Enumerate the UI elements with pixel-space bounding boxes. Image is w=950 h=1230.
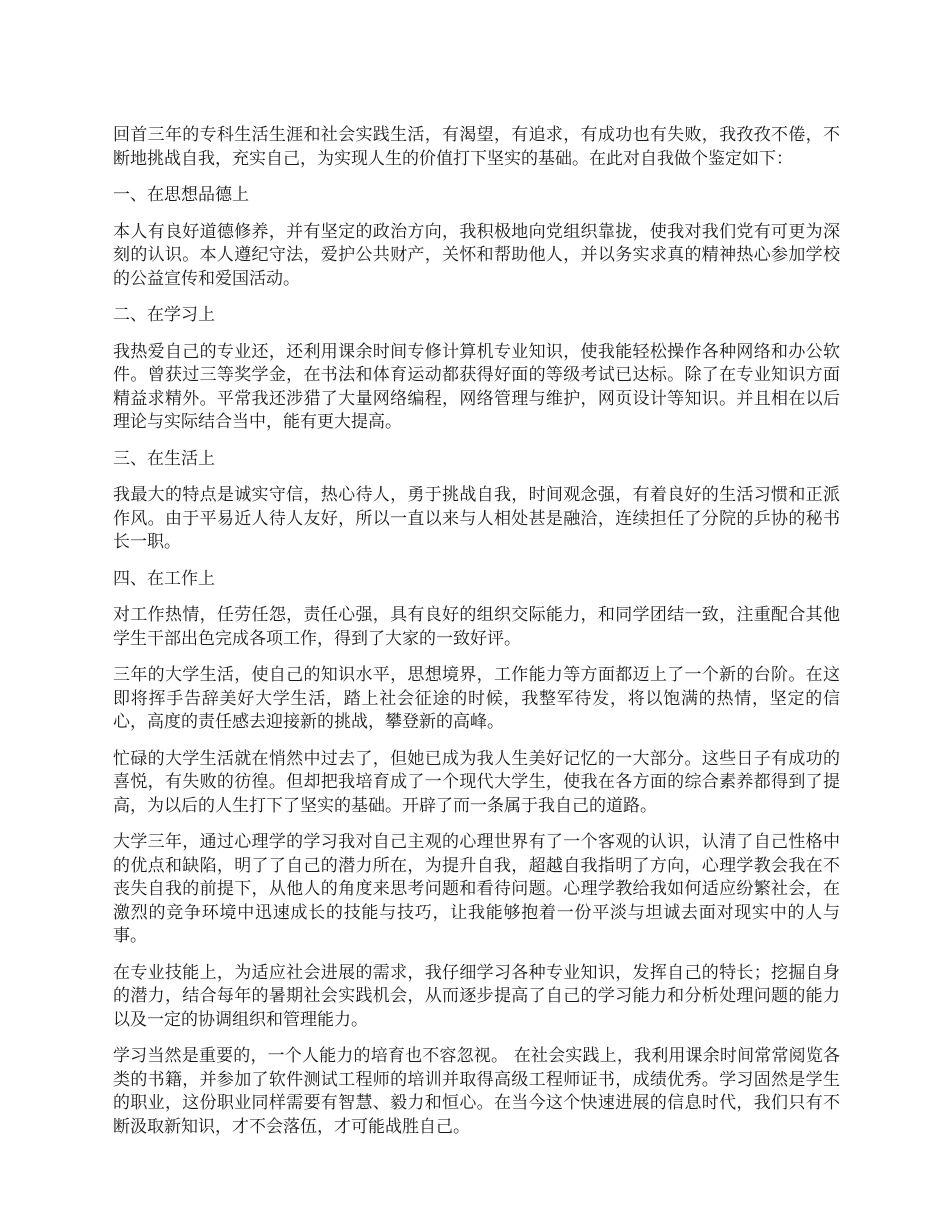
work-paragraph: 对工作热情，任劳任怨，责任心强，具有良好的组织交际能力，和同学团结一致，注重配合其他学生干部出色完成各项工作，得到了大家的一致好评。	[113, 605, 840, 649]
section-heading-moral: 一、在思想品德上	[113, 185, 249, 205]
body-paragraph: 在专业技能上，为适应社会进展的需求，我仔细学习各种专业知识，发挥自己的特长；挖掘自身的潜力，结合每年的暑期社会实践机会，从而逐步提高了自己的学习能力和分析处理问题的能力以及一定的协调组织和管理能力。	[113, 962, 840, 1030]
life-paragraph: 我最大的特点是诚实守信，热心待人，勇于挑战自我，时间观念强，有着良好的生活习惯和正派作风。由于平易近人待人友好，所以一直以来与人相处甚是融洽，连续担任了分院的乒协的秘书长一职。	[113, 485, 840, 552]
body-paragraph: 三年的大学生活，使自己的知识水平，思想境界，工作能力等方面都迈上了一个新的台阶。在这即将挥手告辞美好大学生活，踏上社会征途的时候，我整军待发，将以饱满的热情，坚定的信心，高度的责任感去迎接新的挑战，攀登新的高峰。	[113, 665, 840, 732]
moral-paragraph: 本人有良好道德修养，并有坚定的政治方向，我积极地向党组织靠拢，使我对我们党有可更为深刻的认识。本人遵纪守法，爱护公共财产，关怀和帮助他人，并以务实求真的精神热心参加学校的公益宣传和爱国活动。	[113, 221, 840, 289]
document-body	[113, 124, 840, 1152]
body-paragraph: 学习当然是重要的，一个人能力的培育也不容忽视。 在社会实践上，我利用课余时间常常阅览各类的书籍，并参加了软件测试工程师的培训并取得高级工程师证书，成绩优秀。学习固然是学生的职业，这份职业同样需要有智慧、毅力和恒心。在当今这个快速进展的信息时代，我们只有不断汲取新知识，才不会落伍，才可能战胜自己。	[113, 1046, 840, 1137]
section-heading-life: 三、在生活上	[113, 448, 215, 469]
body-paragraph: 忙碌的大学生活就在悄然中过去了，但她已成为我人生美好记忆的一大部分。这些日子有成功的喜悦，有失败的彷徨。但却把我培育成了一个现代大学生，使我在各方面的综合素养都得到了提高，为以后的人生打下了坚实的基础。开辟了而一条属于我自己的道路。	[113, 748, 840, 816]
section-heading-work: 四、在工作上	[113, 568, 215, 589]
section-heading-study: 二、在学习上	[113, 305, 215, 325]
body-paragraph: 大学三年，通过心理学的学习我对自己主观的心理世界有了一个客观的认识，认清了自己性格中的优点和缺陷，明了了自己的潜力所在，为提升自我，超越自我指明了方向，心理学教会我在不丧失自我的前提下，从他人的角度来思考问题和看待问题。心理学教给我如何适应纷繁社会，在激烈的竞争环境中迅速成长的技能与技巧，让我能够抱着一份平淡与坦诚去面对现实中的人与事。	[113, 832, 840, 946]
intro-paragraph: 回首三年的专科生活生涯和社会实践生活，有渴望，有追求，有成功也有失败，我孜孜不倦，不断地挑战自我，充实自己，为实现人生的价值打下坚实的基础。在此对自我做个鉴定如下：	[113, 125, 840, 169]
study-paragraph: 我热爱自己的专业还，还利用课余时间专修计算机专业知识，使我能轻松操作各种网络和办公软件。曾获过三等奖学金，在书法和体育运动都获得好面的等级考试已达标。除了在专业知识方面精益求精外。平常我还涉猎了大量网络编程，网络管理与维护，网页设计等知识。并且相在以后理论与实际结合当中，能有更大提高。	[113, 341, 840, 432]
